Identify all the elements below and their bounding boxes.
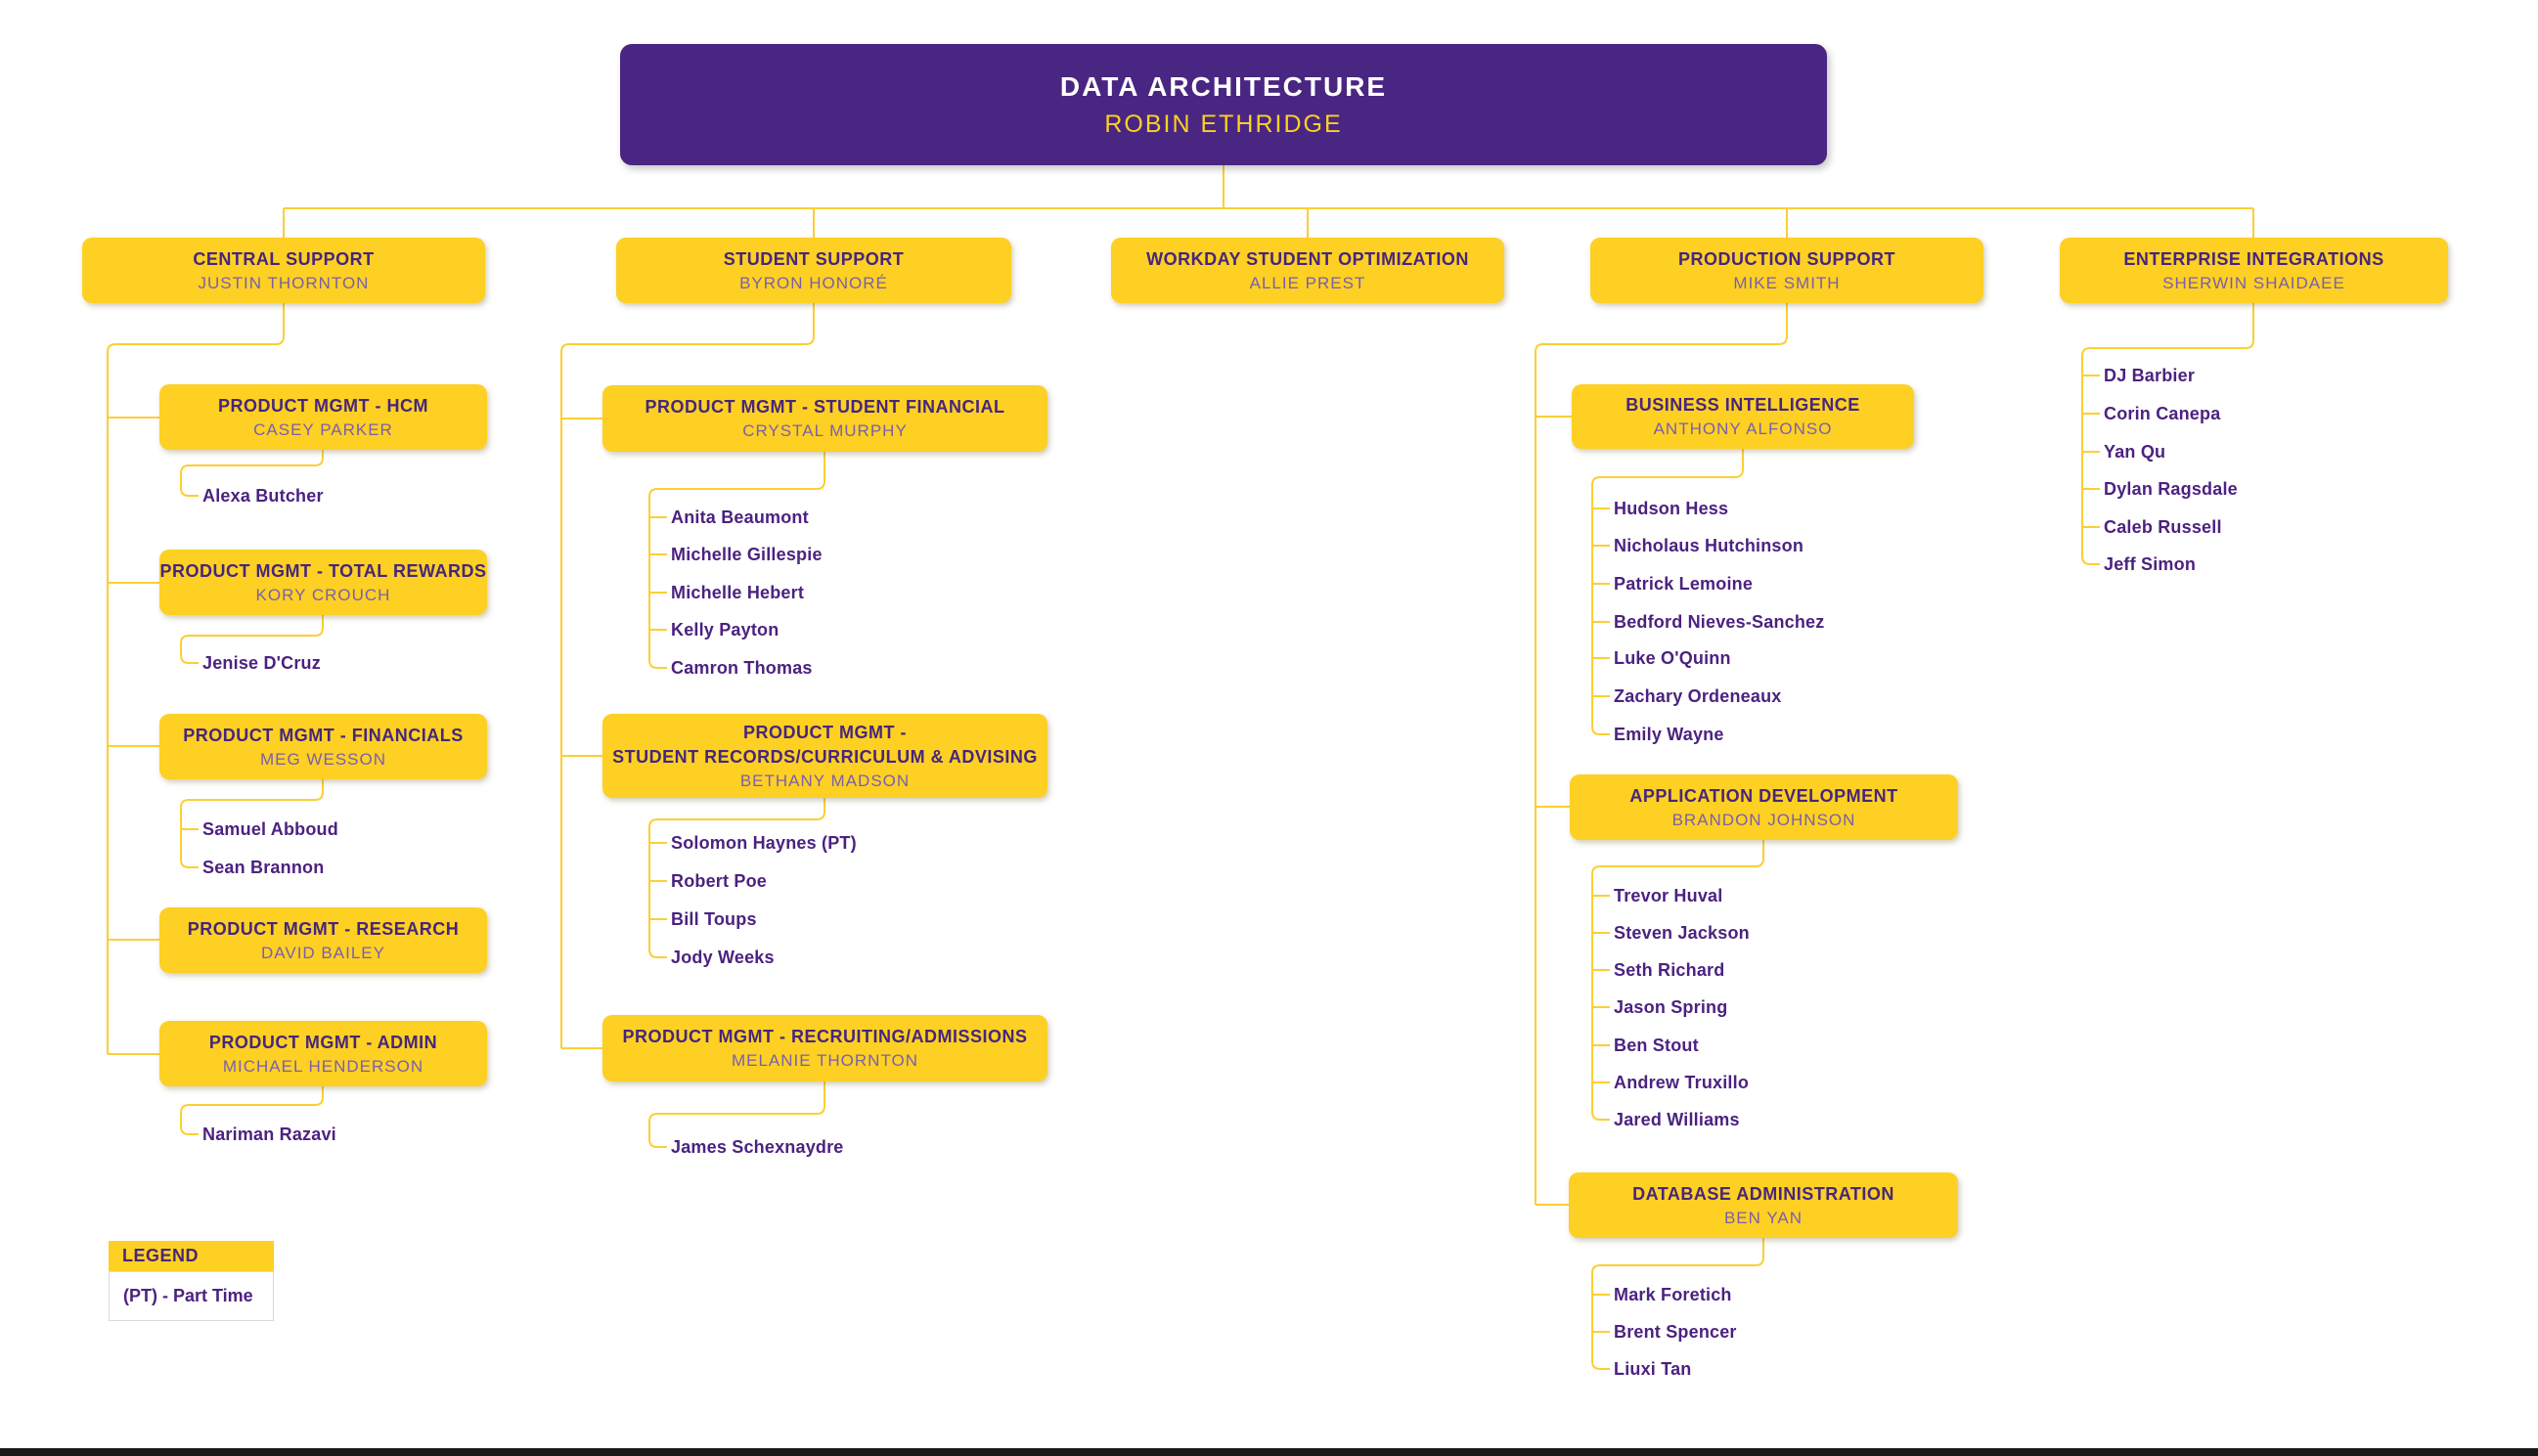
member-name: Jared Williams: [1614, 1110, 1740, 1129]
group-title: PRODUCT MGMT - HCM: [218, 395, 428, 416]
group-box-research: [159, 907, 487, 973]
team-title: PRODUCTION SUPPORT: [1677, 248, 1895, 269]
member-name: Zachary Ordeneaux: [1614, 686, 1782, 706]
group-title: PRODUCT MGMT -: [743, 722, 907, 742]
team-lead-name: SHERWIN SHAIDAEE: [2162, 273, 2345, 292]
member-name: Hudson Hess: [1614, 499, 1729, 518]
group-lead-name: DAVID BAILEY: [261, 943, 385, 962]
member-name: Jenise D'Cruz: [202, 653, 321, 673]
team-title: ENTERPRISE INTEGRATIONS: [2123, 248, 2384, 269]
member-name: Michelle Hebert: [671, 583, 805, 602]
group-title-line2: STUDENT RECORDS/CURRICULUM & ADVISING: [612, 746, 1038, 767]
member-name: Brent Spencer: [1614, 1322, 1737, 1342]
root-name: ROBIN ETHRIDGE: [1104, 110, 1343, 138]
group-box-admin: [159, 1021, 487, 1086]
member-name: Liuxi Tan: [1614, 1359, 1692, 1379]
team-lead-name: MIKE SMITH: [1733, 273, 1841, 292]
group-box-business-intelligence: [1572, 384, 1914, 449]
member-name: Patrick Lemoine: [1614, 574, 1754, 594]
team-box-central-support: [82, 238, 485, 303]
footer-bar: [0, 1448, 2538, 1456]
member-name: Ben Stout: [1614, 1036, 1699, 1055]
member-name: Andrew Truxillo: [1614, 1073, 1750, 1092]
member-name: Luke O'Quinn: [1614, 648, 1731, 668]
member-name: Steven Jackson: [1614, 923, 1750, 943]
group-box-student-financial: [602, 385, 1047, 452]
group-title: PRODUCT MGMT - RESEARCH: [187, 918, 460, 939]
member-name: Jason Spring: [1614, 997, 1728, 1017]
group-title: BUSINESS INTELLIGENCE: [1625, 395, 1860, 415]
group-lead-name: MICHAEL HENDERSON: [222, 1056, 424, 1076]
group-box-application-development: [1570, 774, 1958, 840]
member-name: Samuel Abboud: [202, 819, 338, 839]
member-name: Solomon Haynes (PT): [671, 833, 857, 853]
team-box-production-support: [1590, 238, 1983, 303]
group-title: APPLICATION DEVELOPMENT: [1629, 785, 1898, 806]
group-lead-name: CRYSTAL MURPHY: [742, 421, 908, 440]
member-name: James Schexnaydre: [671, 1137, 844, 1157]
group-lead-name: MELANIE THORNTON: [731, 1051, 919, 1070]
member-name: Jody Weeks: [671, 948, 775, 967]
team-box-workday-student-optimization: [1111, 238, 1504, 303]
group-box-recruiting-admissions: [602, 1015, 1047, 1081]
group-lead-name: BEN YAN: [1723, 1208, 1803, 1227]
legend-header: LEGEND: [109, 1241, 274, 1271]
legend-item-part-time: (PT) - Part Time: [109, 1271, 274, 1321]
team-title: CENTRAL SUPPORT: [193, 248, 375, 269]
group-lead-name: CASEY PARKER: [253, 419, 393, 439]
team-title: WORKDAY STUDENT OPTIMIZATION: [1146, 248, 1469, 269]
group-title: PRODUCT MGMT - RECRUITING/ADMISSIONS: [622, 1027, 1028, 1046]
group-lead-name: BRANDON JOHNSON: [1671, 810, 1856, 829]
member-name: Trevor Huval: [1614, 886, 1723, 905]
group-title: PRODUCT MGMT - ADMIN: [208, 1032, 438, 1052]
group-lead-name: MEG WESSON: [259, 749, 386, 769]
member-name: Jeff Simon: [2104, 554, 2197, 574]
root-title: DATA ARCHITECTURE: [1059, 70, 1388, 102]
group-box-student-records: [602, 714, 1047, 798]
member-name: Emily Wayne: [1614, 725, 1724, 744]
member-name: Dylan Ragsdale: [2104, 479, 2238, 499]
group-title: PRODUCT MGMT - FINANCIALS: [183, 725, 464, 745]
member-name: Bill Toups: [671, 909, 757, 929]
group-box-hcm: [159, 384, 487, 450]
group-lead-name: KORY CROUCH: [255, 585, 391, 604]
team-lead-name: BYRON HONORÉ: [739, 273, 888, 292]
group-lead-name: ANTHONY ALFONSO: [1653, 419, 1833, 438]
group-title: PRODUCT MGMT - TOTAL REWARDS: [159, 560, 487, 581]
group-box-total-rewards: [159, 550, 487, 615]
group-title: PRODUCT MGMT - STUDENT FINANCIAL: [645, 397, 1005, 417]
member-name: Robert Poe: [671, 871, 768, 891]
group-title: DATABASE ADMINISTRATION: [1632, 1183, 1894, 1204]
member-name: Nicholaus Hutchinson: [1614, 536, 1804, 555]
member-name: Anita Beaumont: [671, 507, 809, 527]
member-name: Alexa Butcher: [202, 486, 324, 506]
team-box-enterprise-integrations: [2060, 238, 2448, 303]
team-lead-name: JUSTIN THORNTON: [198, 273, 370, 292]
group-box-database-administration: [1569, 1172, 1958, 1238]
member-name: Sean Brannon: [202, 858, 325, 877]
member-name: Camron Thomas: [671, 658, 813, 678]
member-name: Seth Richard: [1614, 960, 1725, 980]
team-box-student-support: [616, 238, 1011, 303]
member-name: Bedford Nieves-Sanchez: [1614, 612, 1825, 632]
team-lead-name: ALLIE PREST: [1249, 273, 1366, 292]
team-title: STUDENT SUPPORT: [723, 248, 905, 269]
group-lead-name: BETHANY MADSON: [739, 771, 911, 790]
member-name: Mark Foretich: [1614, 1285, 1732, 1304]
member-name: Caleb Russell: [2104, 517, 2222, 537]
group-box-financials: [159, 714, 487, 779]
member-name: Nariman Razavi: [202, 1125, 336, 1144]
member-name: DJ Barbier: [2104, 366, 2196, 385]
member-name: Michelle Gillespie: [671, 545, 823, 564]
root-connector: [284, 165, 2253, 238]
member-name: Corin Canepa: [2104, 404, 2221, 423]
member-name: Kelly Payton: [671, 620, 779, 640]
root-box: [620, 44, 1827, 165]
member-name: Yan Qu: [2104, 442, 2166, 462]
